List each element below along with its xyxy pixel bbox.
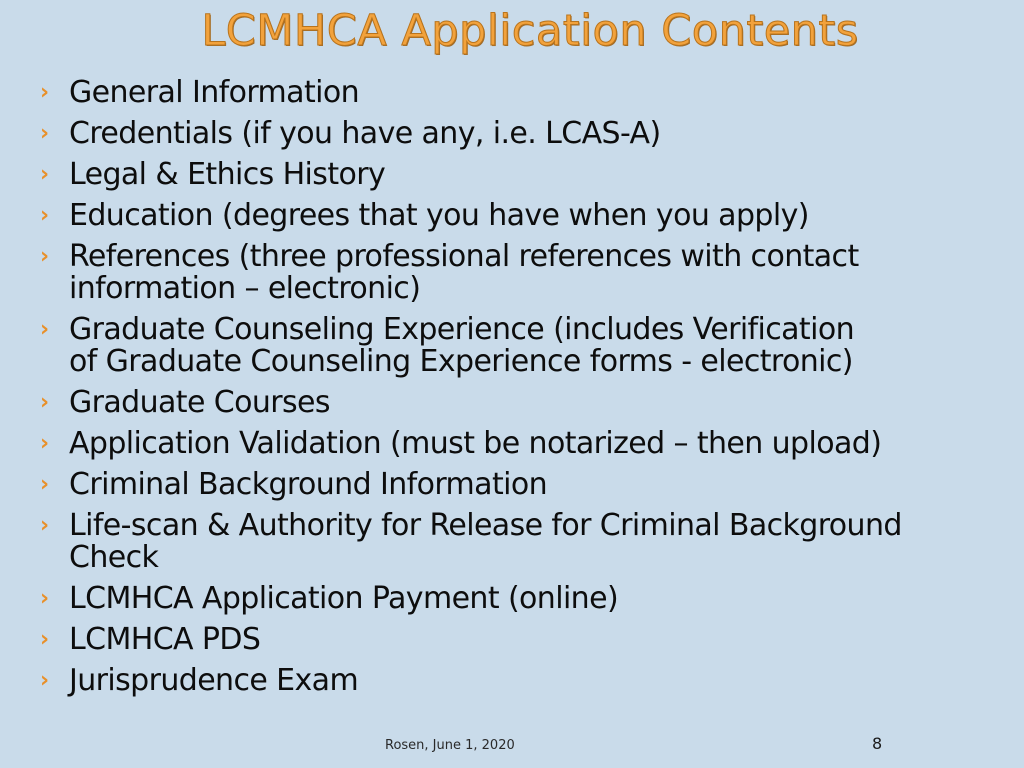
chevron-right-icon: › (40, 431, 49, 456)
chevron-right-icon: › (40, 317, 49, 342)
chevron-right-icon: › (40, 80, 49, 105)
bullet-text: Criminal Background Information (69, 467, 548, 502)
slide-footer: Rosen, June 1, 2020 (385, 738, 515, 753)
chevron-right-icon: › (40, 586, 49, 611)
chevron-right-icon: › (40, 203, 49, 228)
chevron-right-icon: › (40, 668, 49, 693)
bullet-item (40, 665, 1020, 697)
bullet-item (40, 387, 1020, 419)
bullet-text: LCMHCA PDS (69, 622, 261, 657)
bullet-list (40, 77, 1020, 706)
bullet-text: Application Validation (must be notarized – then upload) (69, 426, 882, 461)
bullet-item (40, 200, 1020, 232)
bullet-text: of Graduate Counseling Experience forms - electronic) (69, 344, 853, 379)
chevron-right-icon: › (40, 472, 49, 497)
bullet-item (40, 159, 1020, 191)
slide-title: LCMHCA Application Contents (201, 6, 859, 56)
bullet-text: Check (69, 540, 159, 575)
bullet-text: information – electronic) (69, 271, 421, 306)
bullet-item (40, 77, 1020, 109)
bullet-item (40, 428, 1020, 460)
bullet-item (40, 624, 1020, 656)
bullet-text: LCMHCA Application Payment (online) (69, 581, 619, 616)
chevron-right-icon: › (40, 390, 49, 415)
bullet-text: Credentials (if you have any, i.e. LCAS-A) (69, 116, 661, 151)
chevron-right-icon: › (40, 513, 49, 538)
bullet-text: References (three professional references with contact (69, 239, 859, 274)
bullet-item (40, 583, 1020, 615)
bullet-text: Life-scan & Authority for Release for Criminal Background (69, 508, 902, 543)
bullet-text: Legal & Ethics History (69, 157, 386, 192)
bullet-item (40, 469, 1020, 501)
bullet-item (40, 241, 1020, 305)
bullet-item (40, 510, 1020, 574)
chevron-right-icon: › (40, 244, 49, 269)
bullet-text: General Information (69, 75, 360, 110)
bullet-text: Graduate Courses (69, 385, 330, 420)
bullet-item (40, 314, 1020, 378)
bullet-text: Graduate Counseling Experience (includes Verification (69, 312, 854, 347)
chevron-right-icon: › (40, 627, 49, 652)
bullet-text: Jurisprudence Exam (69, 663, 359, 698)
bullet-item (40, 118, 1020, 150)
bullet-text: Education (degrees that you have when you apply) (69, 198, 809, 233)
page-number: 8 (872, 734, 883, 753)
chevron-right-icon: › (40, 162, 49, 187)
chevron-right-icon: › (40, 121, 49, 146)
